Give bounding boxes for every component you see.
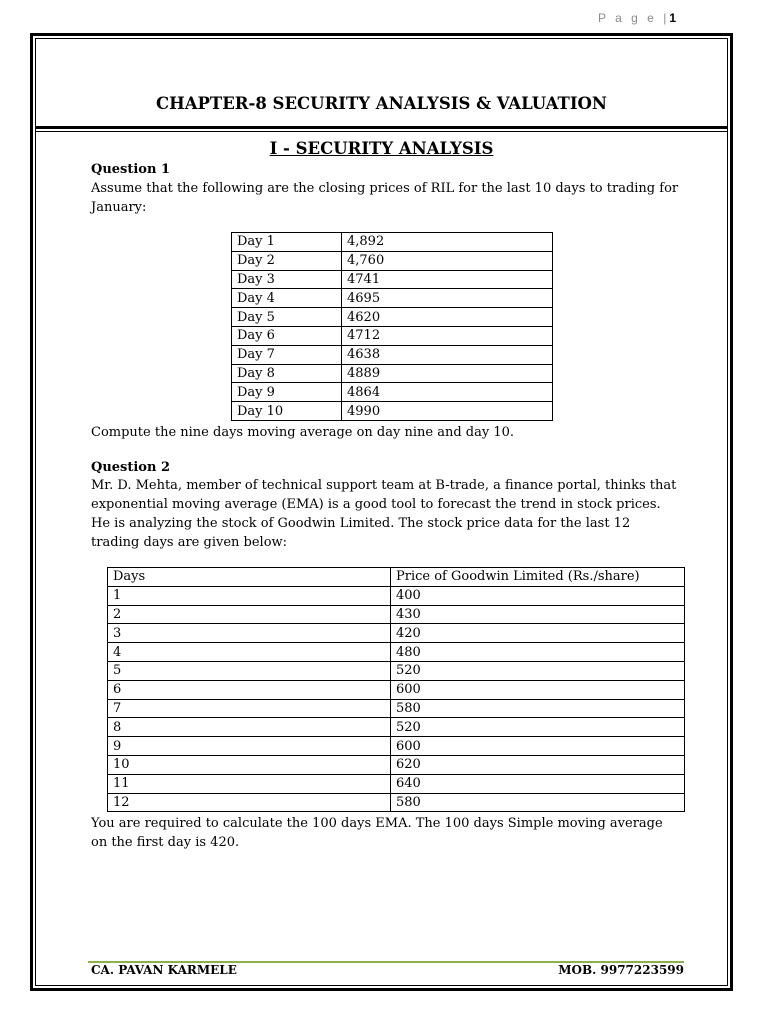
row-label-cell: 12 xyxy=(108,793,391,812)
row-value-cell: 640 xyxy=(391,774,685,793)
row-value-cell: 400 xyxy=(391,586,685,605)
table-row xyxy=(108,699,685,718)
row-label-cell: 11 xyxy=(108,774,391,793)
row-label-cell: 9 xyxy=(108,737,391,756)
header-cell-price: Price of Goodwin Limited (Rs./share) xyxy=(391,568,685,587)
title-rule-thin xyxy=(36,131,727,132)
page-number-value: 1 xyxy=(669,11,676,25)
row-label-cell: Day 5 xyxy=(232,308,342,327)
row-value-cell: 480 xyxy=(391,643,685,662)
question-2-heading: Question 2 xyxy=(91,460,171,475)
row-value-cell: 4712 xyxy=(342,326,553,345)
table-row xyxy=(108,774,685,793)
row-label-cell: Day 1 xyxy=(232,233,342,252)
row-label-cell: Day 6 xyxy=(232,326,342,345)
row-value-cell: 430 xyxy=(391,605,685,624)
row-value-cell: 580 xyxy=(391,699,685,718)
page-label: P a g e | xyxy=(598,11,670,25)
table-row xyxy=(232,308,553,327)
title-rule-thick xyxy=(36,126,727,129)
section-title: I - SECURITY ANALYSIS xyxy=(269,139,494,158)
row-value-cell: 520 xyxy=(391,661,685,680)
table-row xyxy=(232,364,553,383)
row-value-cell: 4,760 xyxy=(342,251,553,270)
row-label-cell: 7 xyxy=(108,699,391,718)
row-label-cell: Day 9 xyxy=(232,383,342,402)
row-label-cell: 4 xyxy=(108,643,391,662)
table-row xyxy=(108,586,685,605)
table-row xyxy=(108,755,685,774)
row-value-cell: 600 xyxy=(391,680,685,699)
table-row xyxy=(232,251,553,270)
row-value-cell: 4741 xyxy=(342,270,553,289)
row-value-cell: 4695 xyxy=(342,289,553,308)
row-value-cell: 4889 xyxy=(342,364,553,383)
question-2-intro: Mr. D. Mehta, member of technical support team at B-trade, a finance portal, thinks that exponential moving average (EMA) is a good tool to forecast the trend in stock prices. He is analyzing the stock of Goodwin Limited. The stock price data for the last 12 trading days are given below: xyxy=(91,478,677,550)
row-value-cell: 420 xyxy=(391,624,685,643)
table-header-row xyxy=(108,568,685,587)
table-row xyxy=(108,643,685,662)
row-label-cell: Day 7 xyxy=(232,345,342,364)
table-row xyxy=(232,383,553,402)
row-label-cell: 10 xyxy=(108,755,391,774)
row-label-cell: Day 4 xyxy=(232,289,342,308)
row-value-cell: 580 xyxy=(391,793,685,812)
row-value-cell: 4638 xyxy=(342,345,553,364)
row-label-cell: Day 3 xyxy=(232,270,342,289)
table-row xyxy=(108,718,685,737)
table-row xyxy=(108,793,685,812)
row-label-cell: 1 xyxy=(108,586,391,605)
table-row xyxy=(232,402,553,421)
table-row xyxy=(108,605,685,624)
row-label-cell: Day 10 xyxy=(232,402,342,421)
row-value-cell: 4864 xyxy=(342,383,553,402)
question-1-intro: Assume that the following are the closing prices of RIL for the last 10 days to trading for January: xyxy=(91,181,679,215)
page-number xyxy=(598,11,676,25)
row-label-cell: Day 2 xyxy=(232,251,342,270)
table-row xyxy=(108,661,685,680)
row-label-cell: 8 xyxy=(108,718,391,737)
row-value-cell: 620 xyxy=(391,755,685,774)
goodwin-prices-table xyxy=(107,567,685,812)
table-row xyxy=(232,289,553,308)
row-label-cell: 6 xyxy=(108,680,391,699)
row-label-cell: 2 xyxy=(108,605,391,624)
question-1-heading: Question 1 xyxy=(91,162,171,177)
table-row xyxy=(108,624,685,643)
row-value-cell: 4620 xyxy=(342,308,553,327)
question-1-task: Compute the nine days moving average on day nine and day 10. xyxy=(91,425,515,440)
table-row xyxy=(232,345,553,364)
question-2-task: You are required to calculate the 100 days EMA. The 100 days Simple moving average on the first day is 420. xyxy=(91,816,663,850)
table-row xyxy=(232,270,553,289)
header-cell-days: Days xyxy=(108,568,391,587)
footer-phone: MOB. 9977223599 xyxy=(558,963,684,977)
chapter-title: CHAPTER-8 SECURITY ANALYSIS & VALUATION xyxy=(155,94,608,113)
footer-author: CA. PAVAN KARMELE xyxy=(91,963,237,977)
table-row xyxy=(108,737,685,756)
row-label-cell: 3 xyxy=(108,624,391,643)
row-value-cell: 4,892 xyxy=(342,233,553,252)
row-value-cell: 600 xyxy=(391,737,685,756)
row-value-cell: 520 xyxy=(391,718,685,737)
row-label-cell: Day 8 xyxy=(232,364,342,383)
row-value-cell: 4990 xyxy=(342,402,553,421)
ril-prices-table xyxy=(231,232,553,421)
table-row xyxy=(108,680,685,699)
table-row xyxy=(232,233,553,252)
table-row xyxy=(232,326,553,345)
row-label-cell: 5 xyxy=(108,661,391,680)
